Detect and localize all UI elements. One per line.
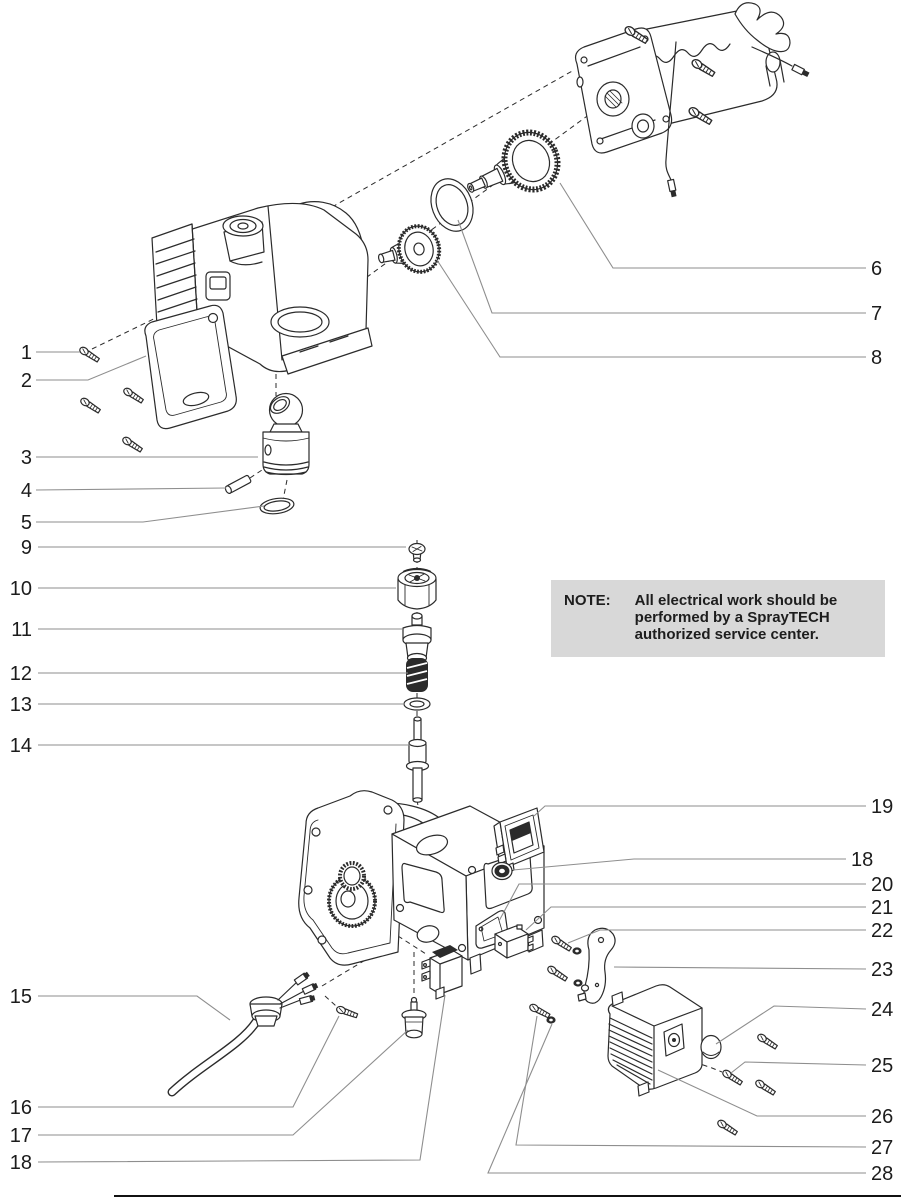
- callout-number-21: 21: [871, 897, 894, 919]
- pushrod-part-14: [407, 717, 429, 802]
- callout-number-2: 2: [20, 370, 32, 392]
- note-label: NOTE:: [564, 592, 611, 609]
- callout-number-9: 9: [20, 537, 32, 559]
- screw-part-1: [78, 346, 100, 363]
- callout-number-18-breaker: 18: [9, 1152, 32, 1174]
- callout-number-10: 10: [9, 578, 32, 600]
- leader-line-26: [658, 1070, 866, 1116]
- page-rule: [114, 1195, 901, 1197]
- callout-number-3: 3: [20, 447, 32, 469]
- motor-assembly-illustration: [576, 3, 810, 198]
- screw-part-9: [409, 544, 425, 563]
- leader-line-8: [437, 260, 866, 357]
- callout-number-27: 27: [871, 1137, 894, 1159]
- cam-lever-part-23: [578, 928, 615, 1003]
- leader-line-4: [36, 488, 226, 490]
- callout-number-18-grommet: 18: [851, 849, 874, 871]
- screw-illustration: [121, 436, 143, 453]
- callout-number-15: 15: [9, 986, 32, 1008]
- callout-number-19: 19: [871, 796, 894, 818]
- sprayer-unit-illustration: [78, 202, 372, 453]
- callout-number-24: 24: [871, 999, 894, 1021]
- spring-part-12: [406, 658, 428, 692]
- leader-line-17: [38, 1030, 408, 1135]
- plug-part-24: [701, 1036, 721, 1059]
- leader-line-19: [534, 806, 866, 816]
- screw-illustration: [122, 387, 144, 404]
- callout-number-13: 13: [9, 694, 32, 716]
- callout-number-28: 28: [871, 1163, 894, 1185]
- gear-part-6: [457, 124, 567, 215]
- screw-part-25: [721, 1069, 743, 1086]
- o-ring-part-5: [259, 496, 295, 516]
- retainer-nut-part-10: [398, 569, 436, 610]
- callout-number-6: 6: [871, 258, 883, 280]
- note-text: All electrical work should be performed by a SprayTECH authorized service center.: [634, 592, 838, 643]
- leader-line-21: [526, 907, 866, 930]
- leader-line-15: [38, 996, 230, 1020]
- callout-number-12: 12: [9, 663, 32, 685]
- callout-number-22: 22: [871, 920, 894, 942]
- callout-number-1: 1: [20, 342, 32, 364]
- callout-number-25: 25: [871, 1055, 894, 1077]
- washer-part-13: [404, 698, 430, 710]
- washer-part-28: [546, 1016, 555, 1023]
- pin-part-4: [224, 475, 251, 495]
- leader-line-16: [38, 1016, 339, 1107]
- heat-sink-part-26: [608, 985, 702, 1096]
- leader-line-18-breaker: [38, 995, 445, 1162]
- callout-number-11: 11: [11, 619, 32, 641]
- callout-number-5: 5: [20, 512, 32, 534]
- note-box: [551, 580, 885, 657]
- screw-illustration: [716, 1119, 738, 1136]
- callout-number-14: 14: [9, 735, 32, 757]
- leader-line-5: [36, 506, 264, 522]
- callout-number-23: 23: [871, 959, 894, 981]
- screw-part-27: [528, 1003, 550, 1019]
- callout-number-8: 8: [871, 347, 883, 369]
- screws-part-22: [546, 935, 582, 987]
- gear-part-8: [373, 222, 444, 281]
- leader-line-24: [716, 1006, 866, 1044]
- leader-line-7: [458, 220, 866, 313]
- leader-line-18-grommet: [513, 859, 846, 870]
- callout-number-4: 4: [20, 480, 32, 502]
- leader-line-20: [499, 884, 866, 921]
- grommet-part-18: [492, 863, 512, 880]
- leader-line-25: [731, 1062, 866, 1073]
- leader-line-2: [36, 356, 146, 380]
- callout-number-7: 7: [871, 303, 883, 325]
- leader-line-6: [560, 183, 866, 268]
- leader-line-23: [614, 967, 866, 969]
- callout-number-16: 16: [9, 1097, 32, 1119]
- screw-illustration: [754, 1079, 776, 1096]
- callout-number-17: 17: [9, 1125, 32, 1147]
- callout-number-26: 26: [871, 1106, 894, 1128]
- power-cord-part-15: [172, 971, 318, 1092]
- circuit-breaker-part-18: [422, 945, 462, 999]
- callout-number-20: 20: [871, 874, 894, 896]
- screw-illustration: [79, 397, 101, 414]
- screw-illustration: [756, 1033, 778, 1050]
- siphon-valve-part-3: [263, 393, 309, 474]
